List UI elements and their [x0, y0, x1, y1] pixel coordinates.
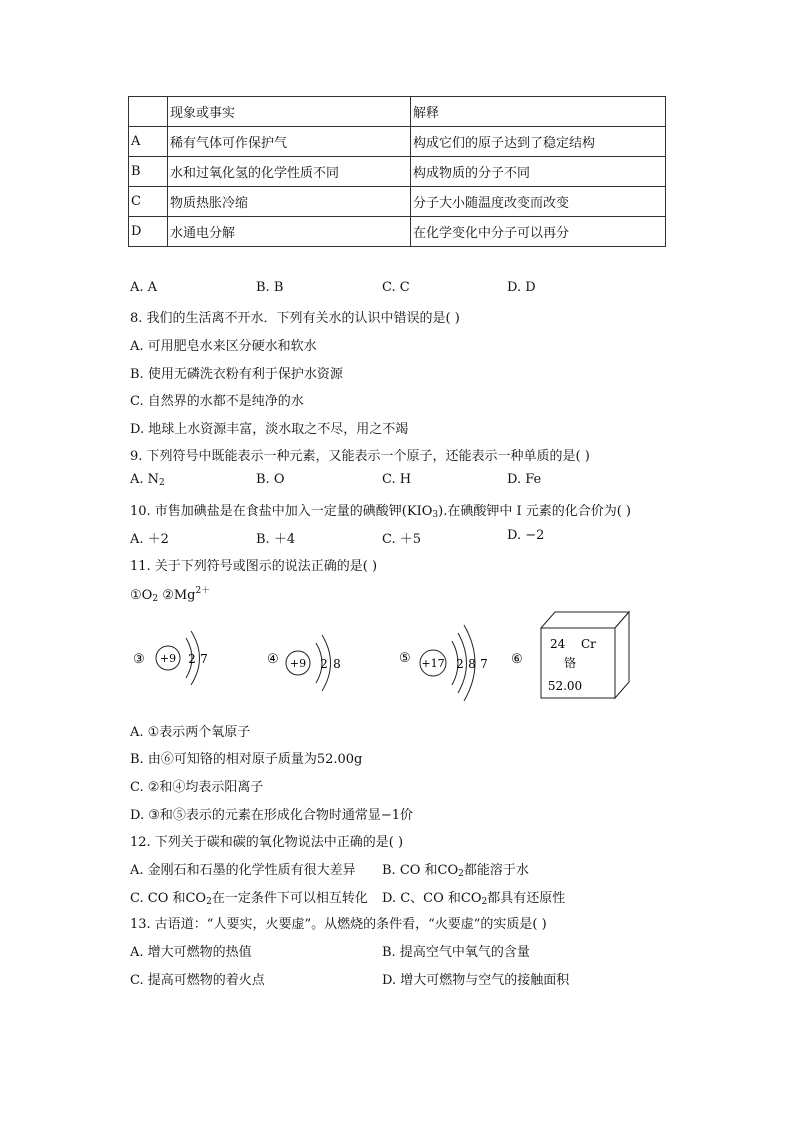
q11-symbol-1-sub: 2	[152, 594, 159, 604]
q11-symbol-2: ②Mg	[162, 588, 196, 603]
q10-stem	[130, 500, 631, 520]
q10-option-c: C. ＋5	[382, 532, 422, 547]
q7-option-b: B. B	[256, 280, 284, 295]
element-symbol: Cr	[581, 637, 596, 651]
q12-option-b-2: 都能溶于水	[463, 863, 529, 878]
q9-option-a-sub: 2	[159, 478, 165, 488]
table-cell: B	[129, 157, 168, 187]
q10-stem-b: ).在碘酸钾中 I 元素的化合价为( )	[438, 504, 632, 519]
table-cell: 构成它们的原子达到了稳定结构	[411, 127, 666, 157]
q12-option-c-1: C. CO 和CO	[130, 891, 207, 906]
table-row	[129, 187, 666, 217]
diagram-5-nucleus: +17	[421, 657, 445, 670]
diagram-3-label: ③	[133, 652, 145, 667]
q12-option-d-2: 都具有还原性	[487, 891, 566, 906]
element-mass: 52.00	[547, 679, 583, 693]
element-card-side	[615, 612, 629, 698]
q12-option-b-1: B. CO 和CO	[382, 863, 459, 878]
table-header-cell: 解释	[411, 97, 666, 127]
q11-symbol-2-sup: 2＋	[195, 586, 211, 596]
q12-option-b-sub: 2	[458, 869, 464, 879]
q12-option-c	[130, 887, 368, 907]
table-cell: 分子大小随温度改变而改变	[411, 187, 666, 217]
q12-option-c-2: 在一定条件下可以相互转化	[211, 891, 368, 906]
q12-option-a: A. 金刚石和石墨的化学性质有很大差异	[130, 863, 356, 878]
facts-table	[128, 96, 666, 247]
q7-option-c: C. C	[382, 280, 410, 295]
q12-option-d-sub: 2	[481, 897, 488, 907]
q9-option-a-text: A. N	[130, 472, 160, 487]
element-card-top	[541, 612, 629, 628]
q8-option-b: B. 使用无磷洗衣粉有利于保护水资源	[130, 367, 343, 382]
q12-option-b	[382, 859, 529, 879]
diagram-4-shell-1: 2	[320, 657, 328, 671]
q7-option-a: A. A	[130, 280, 158, 295]
diagram-4-shell-2: 8	[333, 657, 341, 671]
table-cell: 物质热胀冷缩	[168, 187, 411, 217]
q8-stem: 8. 我们的生活离不开水．下列有关水的认识中错误的是( )	[130, 311, 460, 326]
q10-option-d: D. −2	[507, 528, 545, 543]
diagram-5-shell-1: 2	[456, 657, 464, 671]
atom-diagrams	[0, 600, 794, 710]
table-row	[129, 217, 666, 247]
q12-option-d	[382, 887, 565, 907]
diagram-3-shell-1: 2	[188, 652, 196, 666]
q13-stem: 13. 古语道：“人要实，火要虚”。从燃烧的条件看，“火要虚”的实质是( )	[130, 917, 547, 932]
diagram-5-shell-3: 7	[480, 657, 488, 671]
table-row	[129, 157, 666, 187]
table-cell: 水通电分解	[168, 217, 411, 247]
q10-stem-a: 10. 市售加碘盐是在食盐中加入一定量的碘酸钾(KIO	[130, 504, 433, 519]
diagram-6-label: ⑥	[511, 652, 523, 667]
table-cell: 构成物质的分子不同	[411, 157, 666, 187]
q7-option-d: D. D	[507, 280, 536, 295]
diagram-3-nucleus: +9	[159, 652, 177, 665]
q9-stem: 9. 下列符号中既能表示一种元素，又能表示一个原子，还能表示一种单质的是( )	[130, 449, 590, 464]
diagram-5-shell-2: 8	[468, 657, 476, 671]
table-cell: A	[129, 127, 168, 157]
table-header-cell: 现象或事实	[168, 97, 411, 127]
q12-option-c-sub: 2	[206, 897, 212, 907]
table-header-row	[129, 97, 666, 127]
q11-option-d: D. ③和⑤表示的元素在形成化合物时通常显−1价	[130, 808, 414, 823]
q8-option-a: A. 可用肥皂水来区分硬水和软水	[130, 339, 317, 354]
q9-option-d: D. Fe	[507, 472, 542, 487]
element-name: 铬	[563, 656, 577, 670]
q8-option-c: C. 自然界的水都不是纯净的水	[130, 394, 304, 409]
q11-symbol-1: ①O	[130, 588, 153, 603]
table-cell: 稀有气体可作保护气	[168, 127, 411, 157]
table-header-cell	[129, 97, 168, 127]
diagram-5-label: ⑤	[399, 651, 411, 666]
table-row	[129, 127, 666, 157]
table-cell: 水和过氧化氢的化学性质不同	[168, 157, 411, 187]
q11-stem: 11. 关于下列符号或图示的说法正确的是( )	[130, 559, 378, 574]
q13-option-d: D. 增大可燃物与空气的接触面积	[382, 973, 570, 988]
q9-option-c: C. H	[382, 472, 412, 487]
q11-option-b: B. 由⑥可知铬的相对原子质量为52.00g	[130, 752, 363, 767]
diagram-3-shell-2: 7	[200, 652, 208, 666]
table-cell: D	[129, 217, 168, 247]
q10-option-b: B. ＋4	[256, 532, 296, 547]
q12-stem: 12. 下列关于碳和碳的氧化物说法中正确的是( )	[130, 835, 404, 850]
table-cell: 在化学变化中分子可以再分	[411, 217, 666, 247]
q13-option-a: A. 增大可燃物的热值	[130, 945, 252, 960]
diagram-4-label: ④	[267, 652, 279, 667]
q13-option-b: B. 提高空气中氧气的含量	[382, 945, 530, 960]
q13-option-c: C. 提高可燃物的着火点	[130, 973, 265, 988]
element-number: 24	[550, 637, 566, 651]
q9-option-a	[130, 472, 165, 488]
q9-option-b: B. O	[256, 472, 285, 487]
q10-stem-sub: 3	[432, 510, 439, 520]
q10-option-a: A. ＋2	[130, 532, 169, 547]
q11-option-a: A. ①表示两个氧原子	[130, 725, 251, 740]
q12-option-d-1: D. C、CO 和CO	[382, 891, 482, 906]
q8-option-d: D. 地球上水资源丰富，淡水取之不尽，用之不竭	[130, 422, 409, 437]
q11-option-c: C. ②和④均表示阳离子	[130, 780, 264, 795]
diagram-4-nucleus: +9	[289, 657, 307, 670]
table-cell: C	[129, 187, 168, 217]
